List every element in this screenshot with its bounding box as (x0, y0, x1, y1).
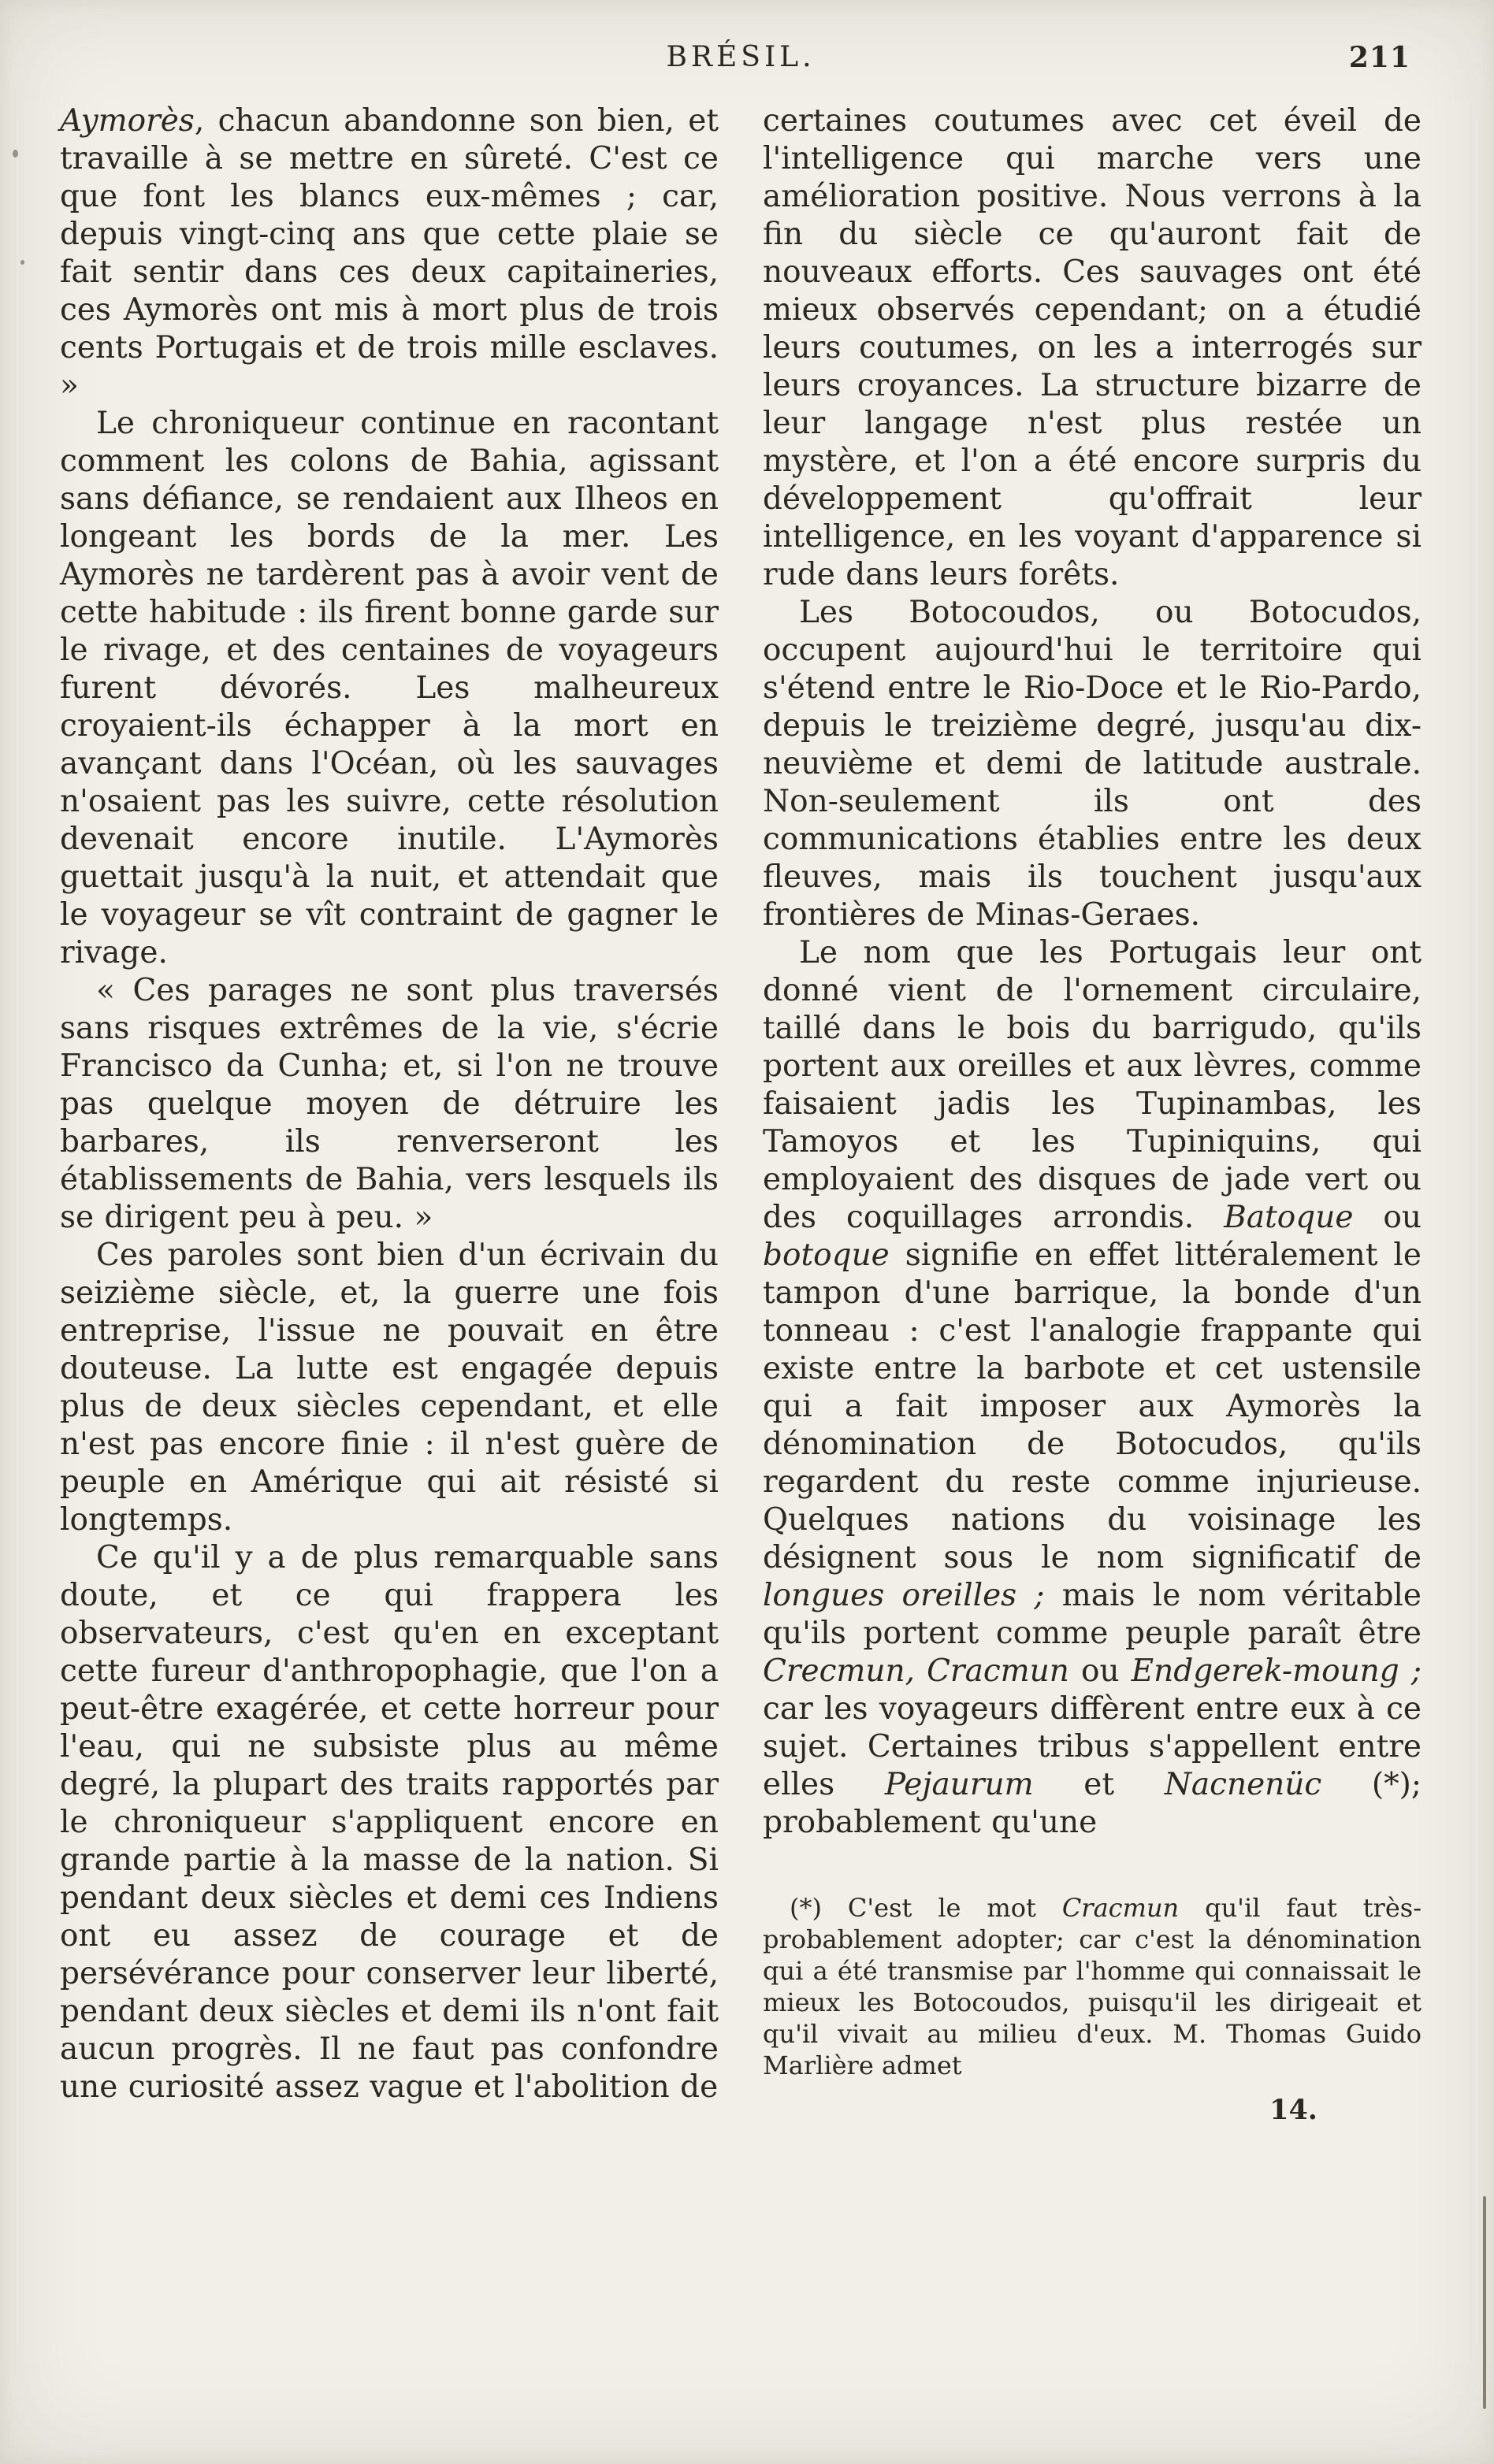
scan-speck (20, 260, 24, 265)
paragraph (763, 102, 1422, 594)
italic-text-run: Crecmun, Cracmun (763, 1653, 1069, 1689)
italic-text-run: Endgerek-moung ; (1131, 1653, 1422, 1689)
paragraph (60, 1237, 719, 1539)
italic-text-run: Pejaurum (884, 1767, 1034, 1802)
paragraph (60, 405, 719, 972)
paragraph (763, 934, 1422, 1842)
scan-edge-artifact (1483, 2196, 1486, 2409)
text-run: signifie en effet littéralement le tampon d'une barrique, la bonde d'un tonneau : c'est l'analogie frappante qui existe entre la barbote et cet ustensile qui a fait imposer aux Aymorès la dénomination de Botocudos, qu'ils regardent du reste comme injurieuse. Quelques nations du voisinage les désignent sous le nom significatif de (763, 1238, 1422, 1575)
text-run: , chacun abandonne son bien, et travaille à se mettre en sûreté. C'est ce que font les blancs eux-mêmes ; car, depuis vingt-cinq ans que cette plaie se fait sentir dans ces deux capitaineries, ces Aymorès ont mis à mort plus de trois cents Portugais et de trois mille esclaves. » (60, 103, 719, 403)
scan-speck (13, 150, 18, 158)
text-run: mais le nom véritable qu'ils portent comme peuple paraît être (763, 1578, 1422, 1651)
paragraph (60, 102, 719, 405)
text-run: (*) C'est le mot (790, 1893, 1062, 1923)
paragraph (60, 1539, 719, 2106)
text-run: Les Botocoudos, ou Botocudos, occupent aujourd'hui le territoire qui s'étend entre le Rio-Doce et le Rio-Pardo, depuis le treizième degré, jusqu'au dix-neuvième et demi de latitude australe. Non-seulement ils ont des communications établies entre les deux fleuves, mais ils touchent jusqu'aux frontières de Minas-Geraes. (763, 595, 1422, 933)
text-run: ou (1068, 1653, 1132, 1689)
paragraph (763, 1892, 1422, 2081)
page-number: 211 (1348, 41, 1410, 74)
text-columns (60, 102, 1422, 2126)
text-run: et (1033, 1767, 1165, 1802)
page-header (60, 41, 1422, 87)
left-column-text (60, 102, 719, 2106)
left-column (60, 102, 719, 2106)
italic-text-run: Nacnenüc (1164, 1767, 1322, 1802)
right-column-text (763, 102, 1422, 1842)
italic-text-run: Cracmun (1061, 1893, 1180, 1923)
italic-text-run: botoque (763, 1238, 890, 1273)
right-column (763, 102, 1422, 2126)
text-run: Le nom que les Portugais leur ont donné vient de l'ornement circulaire, taillé dans le bois du barrigudo, qu'ils portent aux oreilles et aux lèvres, comme faisaient jadis les Tupinambas, les Tamoyos et les Tupiniquins, qui employaient des disques de jade vert ou des coquillages arrondis. (763, 935, 1422, 1235)
italic-text-run: Aymorès (60, 103, 195, 139)
text-run: certaines coutumes avec cet éveil de l'intelligence qui marche vers une amélioration positive. Nous verrons à la fin du siècle ce qu'auront fait de nouveaux efforts. Ces sauvages ont été mieux observés cependant; on a étudié leurs coutumes, on les a interrogés sur leurs croyances. La structure bizarre de leur langage n'est plus restée un mystère, et l'on a été encore surpris du développement qu'offrait leur intelligence, en les voyant d'apparence si rude dans leurs forêts. (763, 103, 1422, 592)
text-run: (*); probablement qu'une (763, 1767, 1422, 1840)
text-run: ou (1353, 1200, 1422, 1235)
italic-text-run: longues oreilles ; (763, 1578, 1045, 1613)
text-run: qu'il faut très-probablement adopter; car c'est la dénomination qui a été transmise par l'homme qui connaissait le mieux les Botocoudos, puisqu'il les dirigeait et qu'il vivait au milieu d'eux. M. Thomas Guido Marlière admet (763, 1893, 1422, 2080)
italic-text-run: Batoque (1224, 1200, 1354, 1235)
footnote (763, 1892, 1422, 2081)
running-title: BRÉSIL. (666, 41, 816, 73)
signature-mark: 14. (1269, 2094, 1317, 2126)
text-run: Ces paroles sont bien d'un écrivain du seizième siècle, et, la guerre une fois entreprise, l'issue ne pouvait en être douteuse. La lutte est engagée depuis plus de deux siècles cependant, et elle n'est pas encore finie : il n'est guère de peuple en Amérique qui ait résisté si longtemps. (60, 1238, 719, 1538)
text-run: Ce qu'il y a de plus remarquable sans doute, et ce qui frappera les observateurs, c'est qu'en en exceptant cette fureur d'anthropophagie, que l'on a peut-être exagérée, et cette horreur pour l'eau, qui ne subsiste plus au même degré, la plupart des traits rapportés par le chroniqueur s'appliquent encore en grande partie à la masse de la nation. Si pendant deux siècles et demi ces Indiens ont eu assez de courage et de persévérance pour conserver leur liberté, pendant deux siècles et demi ils n'ont fait aucun progrès. Il ne faut pas confondre une curiosité assez vague et l'abolition de (60, 1540, 719, 2105)
paragraph (763, 594, 1422, 934)
paragraph (60, 972, 719, 1237)
text-run: car les voyageurs diffèrent entre eux à ce sujet. Certaines tribus s'appellent entre elles (763, 1691, 1422, 1802)
text-run: Le chroniqueur continue en racontant comment les colons de Bahia, agissant sans défiance, se rendaient aux Ilheos en longeant les bords de la mer. Les Aymorès ne tardèrent pas à avoir vent de cette habitude : ils firent bonne garde sur le rivage, et des centaines de voyageurs furent dévorés. Les malheureux croyaient-ils échapper à la mort en avançant dans l'Océan, où les sauvages n'osaient pas les suivre, cette résolution devenait encore inutile. L'Aymorès guettait jusqu'à la nuit, et attendait que le voyageur se vît contraint de gagner le rivage. (60, 406, 719, 970)
text-run: « Ces parages ne sont plus traversés sans risques extrêmes de la vie, s'écrie Francisco da Cunha; et, si l'on ne trouve pas quelque moyen de détruire les barbares, ils renverseront les établissements de Bahia, vers lesquels ils se dirigent peu à peu. » (60, 973, 719, 1235)
